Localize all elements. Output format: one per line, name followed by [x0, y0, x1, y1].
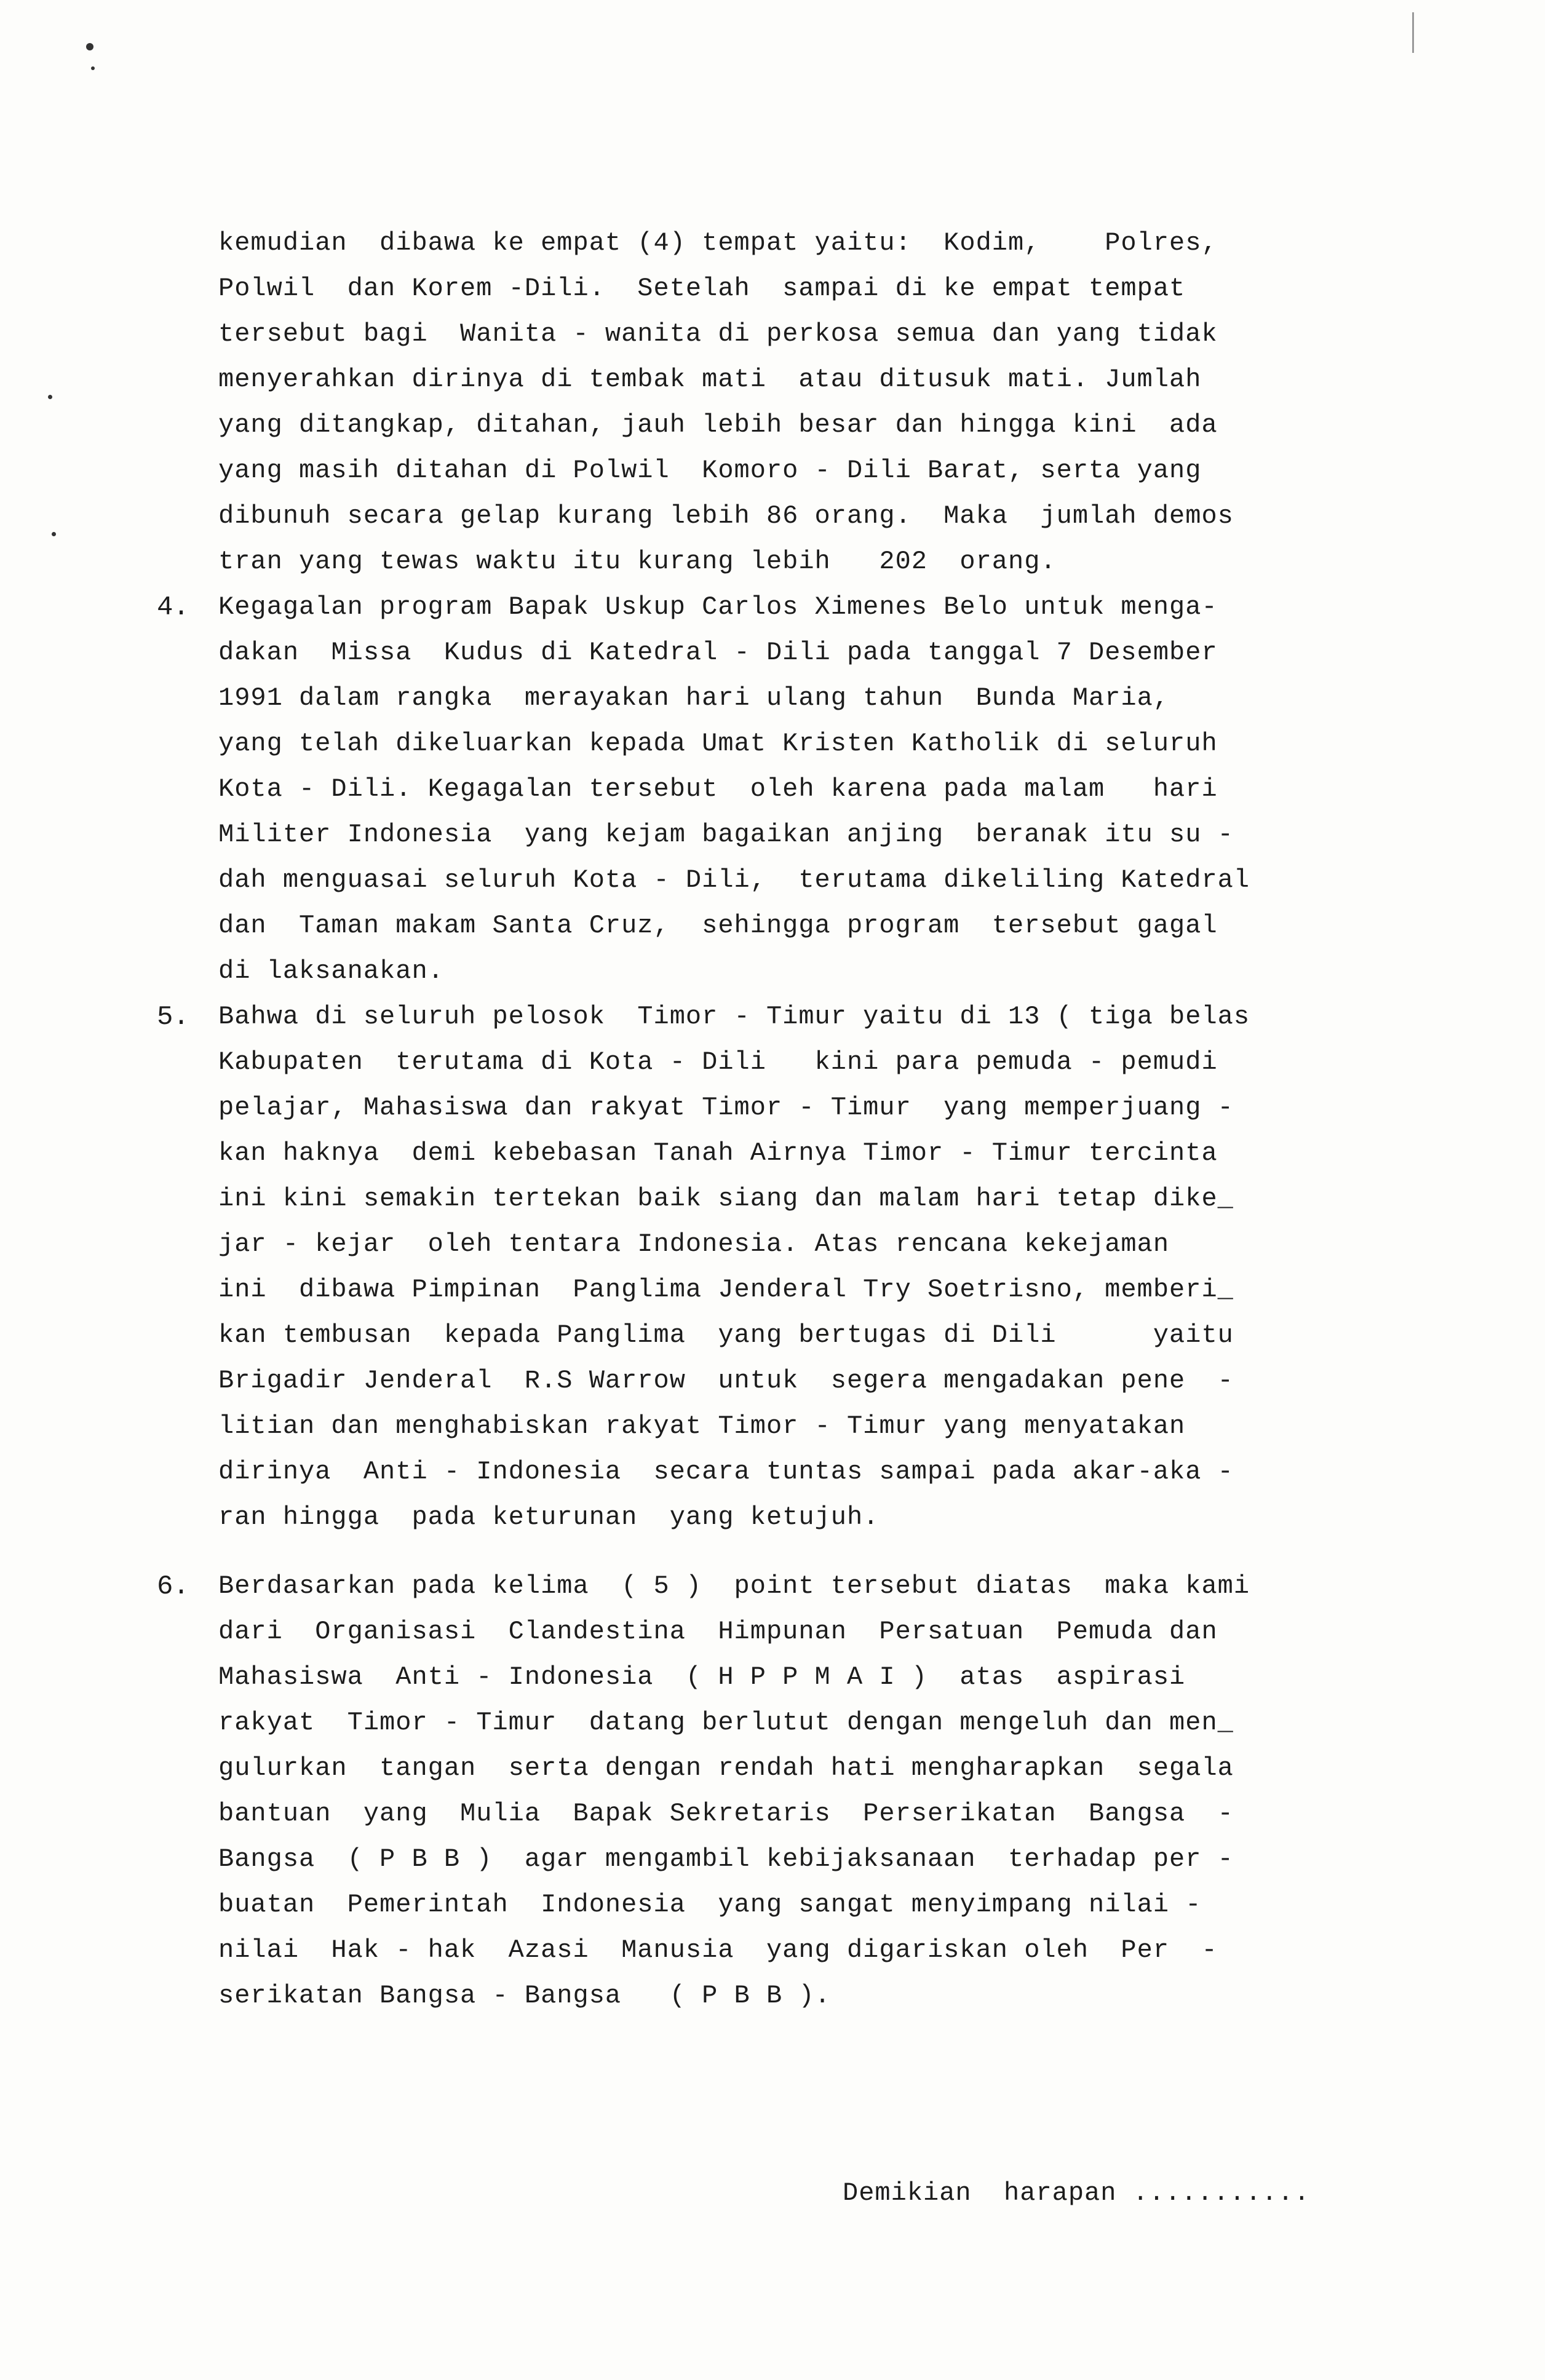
text-line: Polwil dan Korem -Dili. Setelah sampai di ke empat tempat	[218, 274, 1186, 303]
text-line: yang ditangkap, ditahan, jauh lebih besar dan hingga kini ada	[218, 410, 1218, 440]
text-line: dakan Missa Kudus di Katedral - Dili pada tanggal 7 Desember	[218, 638, 1218, 667]
text-line: kan haknya demi kebebasan Tanah Airnya Timor - Timur tercinta	[218, 1138, 1218, 1168]
text-line: Militer Indonesia yang kejam bagaikan anjing beranak itu su -	[218, 820, 1234, 849]
text-line: ini kini semakin tertekan baik siang dan malam hari tetap dike_	[218, 1184, 1234, 1213]
text-line: jar - kejar oleh tentara Indonesia. Atas rencana kekejaman	[218, 1229, 1170, 1259]
text-line: ini dibawa Pimpinan Panglima Jenderal Try Soetrisno, memberi_	[218, 1275, 1234, 1304]
text-line: Kegagalan program Bapak Uskup Carlos Ximenes Belo untuk menga-	[218, 592, 1218, 622]
text-line: Bahwa di seluruh pelosok Timor - Timur yaitu di 13 ( tiga belas	[218, 1002, 1250, 1031]
text-line: kemudian dibawa ke empat (4) tempat yaitu: Kodim, Polres,	[218, 228, 1218, 258]
text-line: dirinya Anti - Indonesia secara tuntas sampai pada akar-aka -	[218, 1457, 1234, 1486]
text-line: dah menguasai seluruh Kota - Dili, terutama dikeliling Katedral	[218, 865, 1250, 895]
text-line: yang telah dikeluarkan kepada Umat Kristen Katholik di seluruh	[218, 729, 1218, 758]
item-number: 4.	[157, 592, 189, 623]
text-line: pelajar, Mahasiswa dan rakyat Timor - Timur yang memperjuang -	[218, 1093, 1234, 1122]
text-line: Kabupaten terutama di Kota - Dili kini para pemuda - pemudi	[218, 1047, 1218, 1077]
text-line: ran hingga pada keturunan yang ketujuh.	[218, 1502, 880, 1532]
text-line: Kota - Dili. Kegagalan tersebut oleh karena pada malam hari	[218, 774, 1218, 804]
item-number: 5.	[157, 1002, 189, 1033]
text-line: nilai Hak - hak Azasi Manusia yang digariskan oleh Per -	[218, 1935, 1218, 1965]
text-line: 1991 dalam rangka merayakan hari ulang tahun Bunda Maria,	[218, 683, 1170, 713]
text-line: dan Taman makam Santa Cruz, sehingga program tersebut gagal	[218, 911, 1218, 940]
text-line: menyerahkan dirinya di tembak mati atau ditusuk mati. Jumlah	[218, 365, 1202, 394]
text-line: Berdasarkan pada kelima ( 5 ) point tersebut diatas maka kami	[218, 1571, 1250, 1601]
text-line: tersebut bagi Wanita - wanita di perkosa semua dan yang tidak	[218, 319, 1218, 349]
text-line: kan tembusan kepada Panglima yang bertugas di Dili yaitu	[218, 1320, 1234, 1350]
scan-edge-mark	[1412, 12, 1414, 53]
text-line: dari Organisasi Clandestina Himpunan Persatuan Pemuda dan	[218, 1617, 1218, 1646]
text-line: bantuan yang Mulia Bapak Sekretaris Perserikatan Bangsa -	[218, 1799, 1234, 1828]
text-line: dibunuh secara gelap kurang lebih 86 orang. Maka jumlah demos	[218, 501, 1234, 531]
text-line: buatan Pemerintah Indonesia yang sangat menyimpang nilai -	[218, 1890, 1202, 1919]
scan-speck	[52, 532, 56, 536]
item-number: 6.	[157, 1571, 189, 1602]
text-line: di laksanakan.	[218, 956, 444, 986]
text-line: yang masih ditahan di Polwil Komoro - Dili Barat, serta yang	[218, 456, 1202, 485]
closing-line: Demikian harapan ...........	[843, 2178, 1310, 2208]
text-line: litian dan menghabiskan rakyat Timor - Timur yang menyatakan	[218, 1411, 1186, 1441]
text-line: Mahasiswa Anti - Indonesia ( H P P M A I ) atas aspirasi	[218, 1662, 1186, 1692]
scan-speck	[91, 66, 95, 70]
text-line: serikatan Bangsa - Bangsa ( P B B ).	[218, 1981, 831, 2010]
text-line: Bangsa ( P B B ) agar mengambil kebijaksanaan terhadap per -	[218, 1844, 1234, 1874]
scan-speck	[86, 43, 93, 50]
text-line: Brigadir Jenderal R.S Warrow untuk segera mengadakan pene -	[218, 1366, 1234, 1395]
text-line: rakyat Timor - Timur datang berlutut dengan mengeluh dan men_	[218, 1708, 1234, 1737]
text-line: gulurkan tangan serta dengan rendah hati mengharapkan segala	[218, 1753, 1234, 1783]
text-line: tran yang tewas waktu itu kurang lebih 202 orang.	[218, 547, 1057, 576]
scan-speck	[48, 395, 52, 399]
